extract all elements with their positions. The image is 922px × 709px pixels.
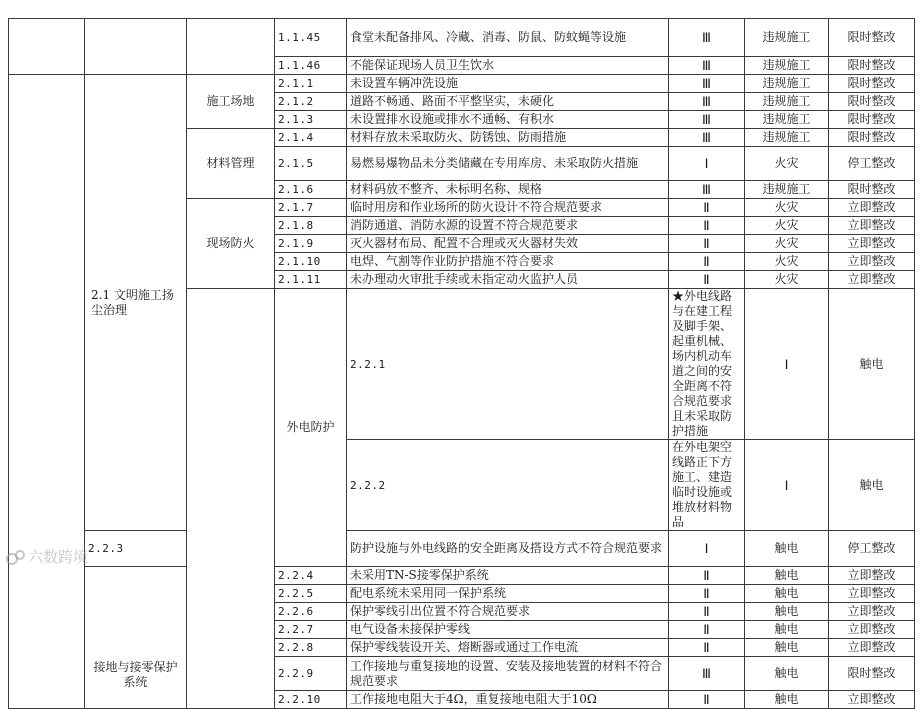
hazard-type: 触电 [745, 585, 829, 603]
item-description: 电焊、气割等作业防护措施不符合要求 [347, 253, 669, 271]
hazard-table [8, 18, 915, 709]
rectify-action: 立即整改 [829, 235, 915, 253]
table-row [9, 531, 915, 567]
rectify-action: 停工整改 [829, 531, 915, 567]
hazard-type: 违规施工 [745, 75, 829, 93]
item-code: 2.2.7 [275, 621, 347, 639]
blank-cell [9, 75, 85, 709]
hazard-type: 触电 [745, 603, 829, 621]
hazard-type: 违规施工 [745, 129, 829, 147]
rectify-action: 立即整改 [829, 639, 915, 657]
rectify-action: 立即整改 [829, 271, 915, 289]
hazard-grade: Ⅲ [669, 93, 745, 111]
item-code: 2.2.10 [275, 691, 347, 709]
blank-cell [187, 289, 275, 709]
rectify-action: 立即整改 [829, 585, 915, 603]
item-description: 在外电架空线路正下方施工、建造临时设施或堆放材料物品 [669, 440, 745, 531]
item-description: 材料码放不整齐、未标明名称、规格 [347, 181, 669, 199]
rectify-action: 立即整改 [829, 567, 915, 585]
table-row [9, 75, 915, 93]
item-description: 保护零线装设开关、熔断器或通过工作电流 [347, 639, 669, 657]
hazard-type: 火灾 [745, 253, 829, 271]
subcategory-grounding: 接地与接零保护系统 [85, 567, 187, 709]
rectify-action: 限时整改 [829, 57, 915, 75]
rectify-action: 立即整改 [829, 603, 915, 621]
item-description: 道路不畅通、路面不平整坚实，未硬化 [347, 93, 669, 111]
item-code: 2.1.4 [275, 129, 347, 147]
item-code: 2.2.5 [275, 585, 347, 603]
blank-cell [9, 19, 85, 75]
hazard-type: 触电 [745, 639, 829, 657]
item-code: 2.2.8 [275, 639, 347, 657]
rectify-action: 立即整改 [829, 199, 915, 217]
hazard-type: 火灾 [745, 147, 829, 181]
hazard-grade: Ⅲ [669, 111, 745, 129]
item-code: 2.2.6 [275, 603, 347, 621]
item-code: 2.1.1 [275, 75, 347, 93]
subcategory-external-line: 外电防护 [275, 289, 347, 567]
item-code: 2.2.2 [347, 440, 669, 531]
rectify-action: 限时整改 [829, 657, 915, 691]
item-description: 不能保证现场人员卫生饮水 [347, 57, 669, 75]
item-description: 未办理动火审批手续或未指定动火监护人员 [347, 271, 669, 289]
item-code: 2.2.3 [85, 531, 187, 567]
subcategory-material: 材料管理 [187, 129, 275, 199]
hazard-type: 违规施工 [745, 111, 829, 129]
item-description: 工作接地与重复接地的设置、安装及接地装置的材料不符合规范要求 [347, 657, 669, 691]
item-code: 1.1.46 [275, 57, 347, 75]
watermark [6, 546, 88, 567]
rectify-action: 限时整改 [829, 129, 915, 147]
item-code: 2.1.3 [275, 111, 347, 129]
hazard-type: 触电 [829, 440, 915, 531]
rectify-action: 限时整改 [829, 75, 915, 93]
item-description: 防护设施与外电线路的安全距离及搭设方式不符合规范要求 [347, 531, 669, 567]
item-description: 工作接地电阻大于4Ω，重复接地电阻大于10Ω [347, 691, 669, 709]
item-description: 未设置车辆冲洗设施 [347, 75, 669, 93]
hazard-type: 违规施工 [745, 93, 829, 111]
hazard-grade: Ⅱ [669, 253, 745, 271]
item-description: 未采用TN-S接零保护系统 [347, 567, 669, 585]
hazard-type: 火灾 [745, 271, 829, 289]
hazard-type: 触电 [829, 289, 915, 440]
item-code: 2.1.5 [275, 147, 347, 181]
subcategory-site: 施工场地 [187, 75, 275, 129]
item-code: 2.1.7 [275, 199, 347, 217]
item-code: 2.2.4 [275, 567, 347, 585]
hazard-grade: Ⅲ [669, 181, 745, 199]
item-description: 消防通道、消防水源的设置不符合规范要求 [347, 217, 669, 235]
item-description: 食堂未配备排风、冷藏、消毒、防鼠、防蚊蝇等设施 [347, 19, 669, 57]
rectify-action: 立即整改 [829, 691, 915, 709]
rectify-action: 限时整改 [829, 181, 915, 199]
hazard-grade: Ⅰ [745, 440, 829, 531]
item-description: 未设置排水设施或排水不通畅、有积水 [347, 111, 669, 129]
hazard-grade: Ⅱ [669, 199, 745, 217]
category-civilized-construction: 2.1 文明施工扬尘治理 [85, 75, 187, 531]
hazard-grade: Ⅱ [669, 603, 745, 621]
hazard-grade: Ⅲ [669, 129, 745, 147]
hazard-grade: Ⅱ [669, 691, 745, 709]
rectify-action: 限时整改 [829, 19, 915, 57]
hazard-type: 火灾 [745, 235, 829, 253]
hazard-grade: Ⅲ [669, 657, 745, 691]
item-code: 2.2.1 [347, 289, 669, 440]
rectify-action: 限时整改 [829, 93, 915, 111]
item-description: 灭火器材布局、配置不合理或灭火器材失效 [347, 235, 669, 253]
rectify-action: 停工整改 [829, 147, 915, 181]
item-code: 2.1.6 [275, 181, 347, 199]
blank-cell [187, 19, 275, 75]
hazard-grade: Ⅱ [669, 567, 745, 585]
table-row [9, 19, 915, 57]
hazard-grade: Ⅱ [669, 585, 745, 603]
item-description: 材料存放未采取防火、防锈蚀、防雨措施 [347, 129, 669, 147]
hazard-type: 触电 [745, 691, 829, 709]
hazard-grade: Ⅰ [669, 147, 745, 181]
hazard-type: 触电 [745, 567, 829, 585]
item-code: 2.1.10 [275, 253, 347, 271]
hazard-type: 触电 [745, 531, 829, 567]
item-description: ★外电线路与在建工程及脚手架、起重机械、场内机动车道之间的安全距离不符合规范要求且未采取防护措施 [669, 289, 745, 440]
item-code: 2.1.8 [275, 217, 347, 235]
hazard-grade: Ⅱ [669, 621, 745, 639]
item-description: 易燃易爆物品未分类储藏在专用库房、未采取防火措施 [347, 147, 669, 181]
hazard-grade: Ⅱ [669, 271, 745, 289]
hazard-grade: Ⅰ [745, 289, 829, 440]
item-code: 2.1.9 [275, 235, 347, 253]
rectify-action: 立即整改 [829, 217, 915, 235]
hazard-grade: Ⅱ [669, 235, 745, 253]
hazard-grade: Ⅰ [669, 531, 745, 567]
item-code: 2.1.2 [275, 93, 347, 111]
hazard-type: 触电 [745, 657, 829, 691]
hazard-grade: Ⅱ [669, 217, 745, 235]
hazard-type: 违规施工 [745, 181, 829, 199]
hazard-grade: Ⅲ [669, 19, 745, 57]
item-description: 保护零线引出位置不符合规范要求 [347, 603, 669, 621]
item-description: 配电系统未采用同一保护系统 [347, 585, 669, 603]
item-description: 临时用房和作业场所的防火设计不符合规范要求 [347, 199, 669, 217]
item-code: 2.2.9 [275, 657, 347, 691]
hazard-type: 火灾 [745, 199, 829, 217]
rectify-action: 立即整改 [829, 621, 915, 639]
hazard-type: 违规施工 [745, 19, 829, 57]
item-description: 电气设备未接保护零线 [347, 621, 669, 639]
hazard-grade: Ⅲ [669, 57, 745, 75]
blank-cell [85, 19, 187, 75]
table-row [9, 567, 915, 585]
watermark-logo-icon [6, 550, 24, 564]
subcategory-fire: 现场防火 [187, 199, 275, 289]
hazard-grade: Ⅲ [669, 75, 745, 93]
rectify-action: 立即整改 [829, 253, 915, 271]
hazard-type: 违规施工 [745, 57, 829, 75]
item-code: 1.1.45 [275, 19, 347, 57]
hazard-type: 火灾 [745, 217, 829, 235]
item-code: 2.1.11 [275, 271, 347, 289]
hazard-type: 触电 [745, 621, 829, 639]
watermark-text: 六数跨境 [28, 548, 89, 566]
rectify-action: 限时整改 [829, 111, 915, 129]
hazard-grade: Ⅱ [669, 639, 745, 657]
